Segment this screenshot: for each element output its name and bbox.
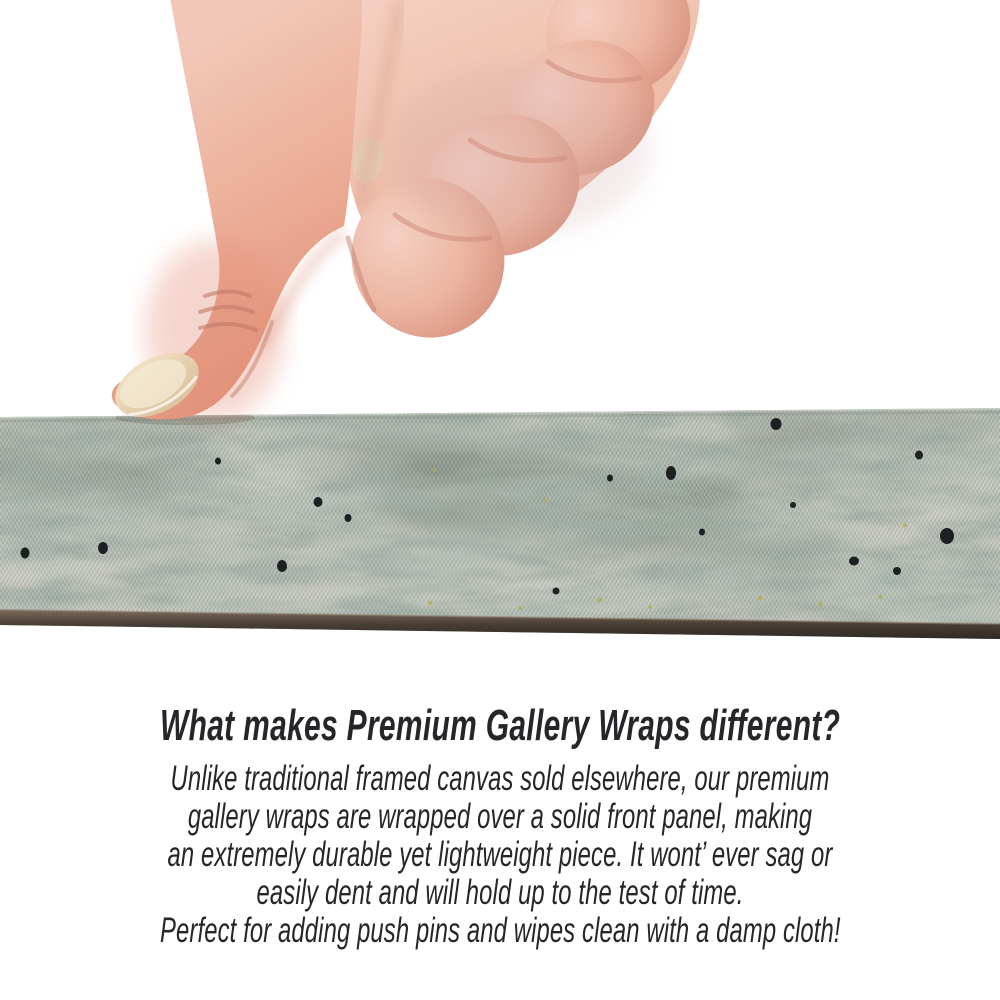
body-line: Unlike traditional framed canvas sold elsewhere, our premium	[170, 759, 830, 798]
body-line: gallery wraps are wrapped over a solid front panel, making	[187, 797, 813, 836]
body-line: easily dent and will hold up to the test of time.	[256, 873, 744, 912]
canvas-edge-strip	[0, 405, 1000, 645]
body-line: Perfect for adding push pins and wipes clean with a damp cloth!	[160, 911, 841, 950]
hand-illustration	[0, 0, 1000, 440]
marketing-copy	[160, 699, 840, 950]
headline: What makes Premium Gallery Wraps different?	[160, 701, 841, 750]
body-line: an extremely durable yet lightweight piece. It wont’ ever sag or	[167, 835, 833, 874]
canvas-texture	[0, 405, 1000, 645]
